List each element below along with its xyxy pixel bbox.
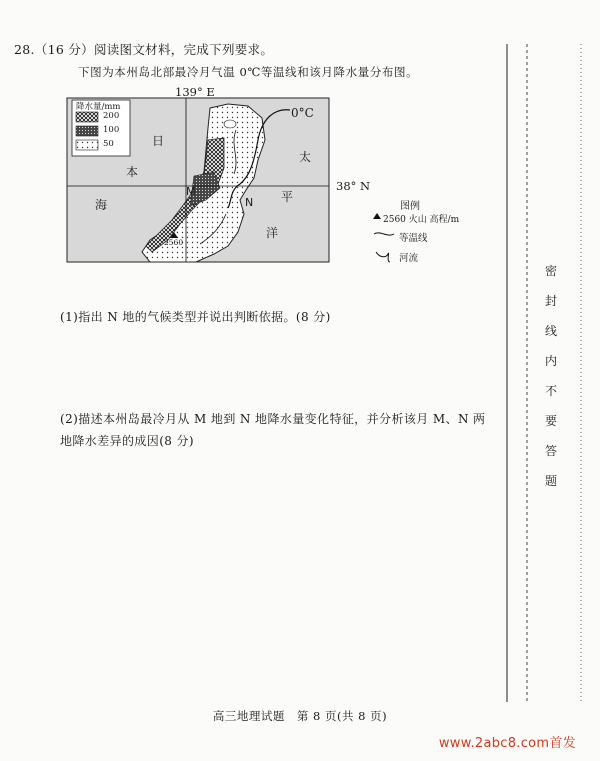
subquestion-2: (2)描述本州岛最冷月从 M 地到 N 地降水量变化特征，并分析该月 M、N 两地降水差异的成因(8 分)	[60, 412, 486, 448]
sea-japan-char-2: 本	[126, 165, 139, 179]
question-intro: 下图为本州岛北部最冷月气温 0℃等温线和该月降水量分布图。	[78, 65, 419, 79]
watermark-link[interactable]: www.2abc8.com首发	[438, 736, 576, 751]
tuli-isotherm-label: 等温线	[399, 233, 428, 244]
isotherm-label: 0°C	[291, 106, 314, 120]
sea-japan-char-1: 日	[152, 134, 165, 148]
seal-char-6: 要	[545, 414, 558, 428]
seal-char-3: 线	[545, 324, 558, 338]
tuli-river-label: 河流	[399, 253, 419, 264]
seal-char-1: 密	[545, 264, 558, 278]
seal-char-8: 题	[545, 474, 558, 488]
tuli-volcano-label: 2560 火山 高程/m	[383, 215, 460, 225]
page-footer: 高三地理试题 第 8 页(共 8 页)	[212, 709, 388, 723]
precip-legend-title: 降水量/mm	[76, 102, 121, 112]
question-header: 28.（16 分）阅读图文材料，完成下列要求。	[14, 42, 274, 57]
legend-value-200: 200	[103, 111, 120, 121]
tuli-title: 图例	[400, 201, 420, 212]
longitude-label: 139° E	[175, 85, 215, 99]
legend-value-100: 100	[103, 125, 120, 135]
volcano-height-label: 2560	[164, 238, 184, 247]
pacific-char-3: 洋	[266, 226, 279, 240]
seal-char-5: 不	[545, 384, 558, 398]
pacific-char-1: 太	[299, 150, 312, 164]
pacific-char-2: 平	[281, 190, 294, 204]
latitude-label: 38° N	[336, 179, 371, 193]
point-n-label: N	[245, 196, 254, 209]
point-m-label: M	[186, 185, 196, 198]
seal-char-2: 封	[545, 294, 558, 308]
subquestion-1: (1)指出 N 地的气候类型并说出判断依据。(8 分)	[60, 310, 331, 324]
seal-char-7: 答	[545, 444, 558, 458]
legend-value-50: 50	[103, 139, 114, 149]
sea-japan-char-3: 海	[95, 198, 108, 212]
seal-char-4: 内	[545, 354, 558, 368]
